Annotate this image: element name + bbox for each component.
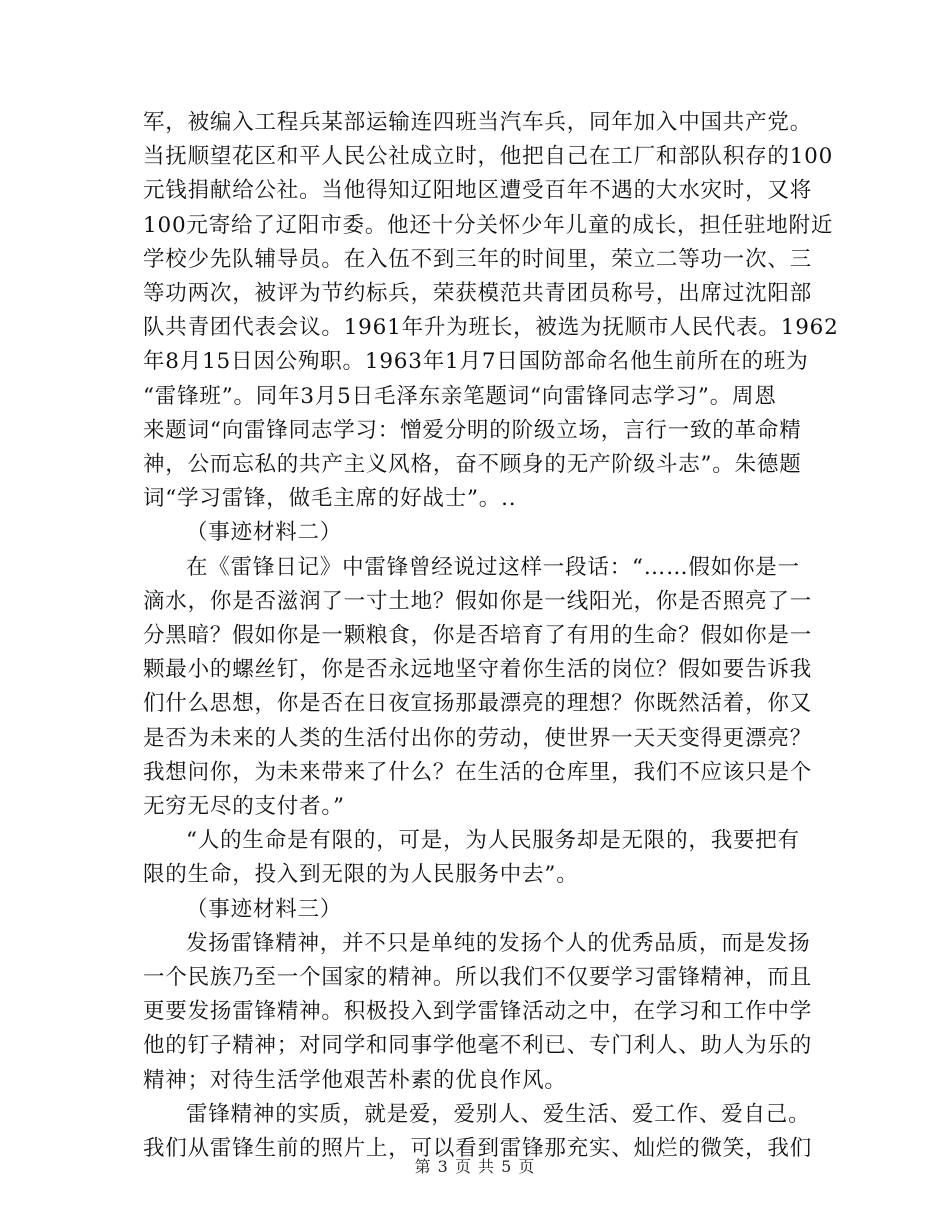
section-heading: （事迹材料二） [186, 520, 343, 546]
text-line: 他的钉子精神；对同学和同事学他毫不利已、专门利人、助人为乐的 [143, 1033, 813, 1059]
text-line: 队共青团代表会议。1961年升为班长，被选为抚顺市人民代表。1962 [143, 315, 839, 341]
text-line: 我想问你，为未来带来了什么？在生活的仓库里，我们不应该只是个 [143, 759, 813, 785]
text-line: 是否为未来的人类的生活付出你的劳动，使世界一天天变得更漂亮？ [143, 725, 813, 751]
text-line: 颗最小的螺丝钉，你是否永远地坚守着你生活的岗位？假如要告诉我 [143, 657, 813, 683]
document-body [143, 106, 839, 1166]
text-line: “雷锋班”。同年3月5日毛泽东亲笔题词“向雷锋同志学习”。周恩 [143, 383, 777, 409]
text-line: 学校少先队辅导员。在入伍不到三年的时间里，荣立二等功一次、三 [143, 246, 813, 272]
text-line: 滴水，你是否滋润了一寸土地？假如你是一线阳光，你是否照亮了一 [143, 588, 813, 614]
text-line: 神，公而忘私的共产主义风格，奋不顾身的无产阶级斗志”。朱德题 [143, 452, 802, 478]
text-line: 等功两次，被评为节约标兵，荣获模范共青团员称号，出席过沈阳部 [143, 281, 813, 307]
text-line: 雷锋精神的实质，就是爱，爱别人、爱生活、爱工作、爱自己。 [186, 1101, 811, 1127]
section-heading: （事迹材料三） [186, 896, 343, 922]
text-line: 我们从雷锋生前的照片上，可以看到雷锋那充实、灿烂的微笑，我们 [143, 1136, 813, 1162]
page-number-footer: 第 3 页 共 5 页 [414, 1157, 536, 1176]
text-line: 们什么思想，你是否在日夜宣扬那最漂亮的理想？你既然活着，你又 [143, 691, 813, 717]
text-line: 当抚顺望花区和平人民公社成立时，他把自己在工厂和部队积存的100 [143, 144, 834, 170]
text-line: 分黑暗？假如你是一颗粮食，你是否培育了有用的生命？假如你是一 [143, 623, 813, 649]
text-line: 一个民族乃至一个国家的精神。所以我们不仅要学习雷锋精神，而且 [143, 965, 813, 991]
text-line: 元钱捐献给公社。当他得知辽阳地区遭受百年不遇的大水灾时，又将 [143, 178, 813, 204]
text-line: 更要发扬雷锋精神。积极投入到学雷锋活动之中，在学习和工作中学 [143, 999, 813, 1025]
text-line: 精神；对待生活学他艰苦朴素的优良作风。 [143, 1067, 567, 1093]
text-line: 词“学习雷锋，做毛主席的好战士”。.. [143, 486, 517, 512]
text-line: 100元寄给了辽阳市委。他还十分关怀少年儿童的成长，担任驻地附近 [143, 212, 834, 238]
text-line: 来题词“向雷锋同志学习：憎爱分明的阶级立场，言行一致的革命精 [143, 417, 802, 443]
text-line: 限的生命，投入到无限的为人民服务中去”。 [143, 862, 579, 888]
text-line: 无穷无尽的支付者。” [143, 794, 345, 820]
text-line: “人的生命是有限的，可是，为人民服务却是无限的，我要把有 [186, 828, 800, 854]
text-line: 在《雷锋日记》中雷锋曾经说过这样一段话：“……假如你是一 [186, 554, 800, 580]
text-line: 年8月15日因公殉职。1963年1月7日国防部命名他生前所在的班为 [143, 349, 809, 375]
text-line: 发扬雷锋精神，并不只是单纯的发扬个人的优秀品质，而是发扬 [186, 930, 811, 956]
text-line: 军，被编入工程兵某部运输连四班当汽车兵，同年加入中国共产党。 [143, 110, 813, 135]
